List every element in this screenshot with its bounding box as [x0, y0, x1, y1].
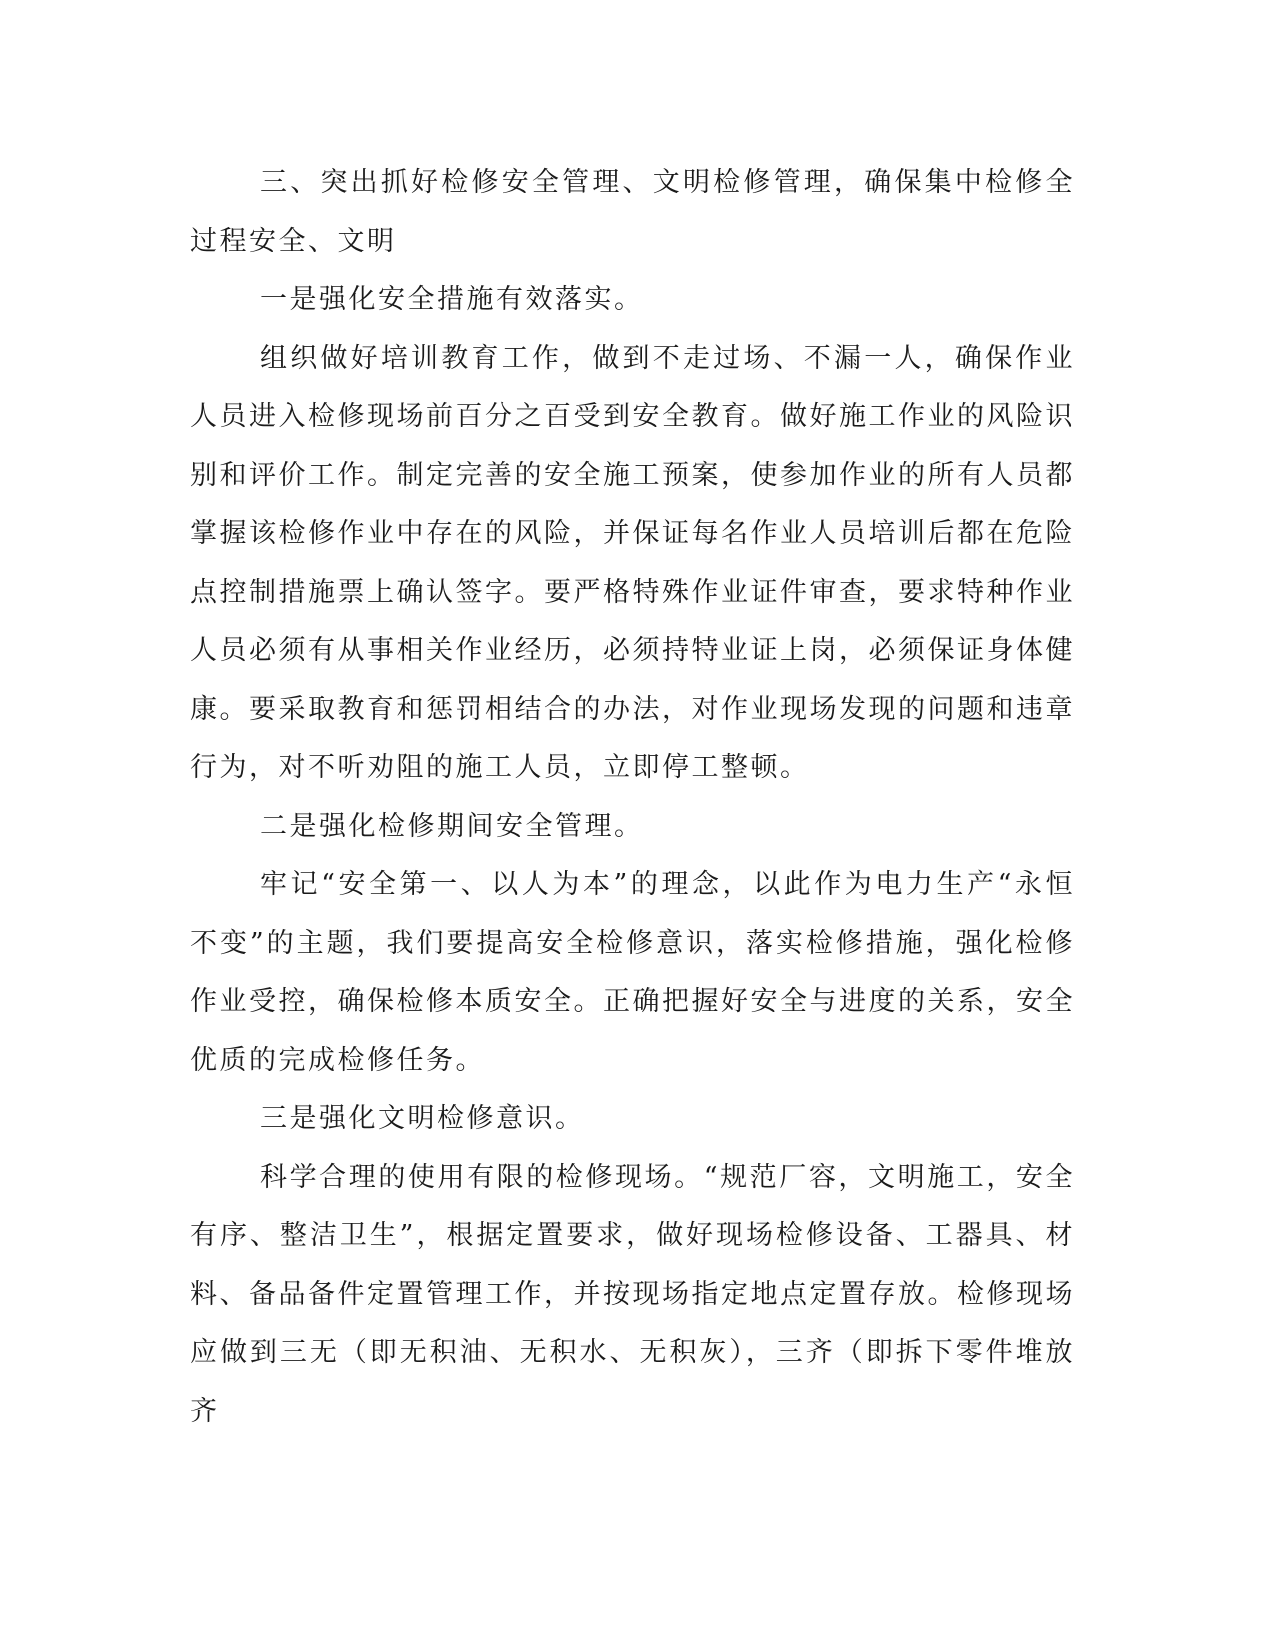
section-heading: 三、突出抓好检修安全管理、文明检修管理，确保集中检修全过程安全、文明 [190, 167, 1075, 257]
paragraph-site-management: 科学合理的使用有限的检修现场。“规范厂容，文明施工，安全有序、整洁卫生”，根据定置要求，做好现场检修设备、工器具、材料、备品备件定置管理工作，并按现场指定地点定置存放。检修现场应做到三无（即无积油、无积水、无积灰），三齐（即拆下零件堆放齐 [190, 1161, 1075, 1427]
subheading-safety-management: 二是强化检修期间安全管理。 [260, 810, 644, 842]
document-body [190, 154, 1075, 1441]
paragraph-training: 组织做好培训教育工作，做到不走过场、不漏一人，确保作业人员进入检修现场前百分之百受到安全教育。做好施工作业的风险识别和评价工作。制定完善的安全施工预案，使参加作业的所有人员都掌握该检修作业中存在的风险，并保证每名作业人员培训后都在危险点控制措施票上确认签字。要严格特殊作业证件审查，要求特种作业人员必须有从事相关作业经历，必须持特业证上岗，必须保证身体健康。要采取教育和惩罚相结合的办法，对作业现场发现的问题和违章行为，对不听劝阻的施工人员，立即停工整顿。 [190, 342, 1075, 783]
subheading-safety-measures: 一是强化安全措施有效落实。 [260, 284, 644, 315]
subheading-civilized-maintenance: 三是强化文明检修意识。 [260, 1103, 585, 1134]
paragraph-safety-first: 牢记“安全第一、以人为本”的理念，以此作为电力生产“永恒不变”的主题，我们要提高安全检修意识，落实检修措施，强化检修作业受控，确保检修本质安全。正确把握好安全与进度的关系，安全优质的完成检修任务。 [190, 869, 1075, 1076]
